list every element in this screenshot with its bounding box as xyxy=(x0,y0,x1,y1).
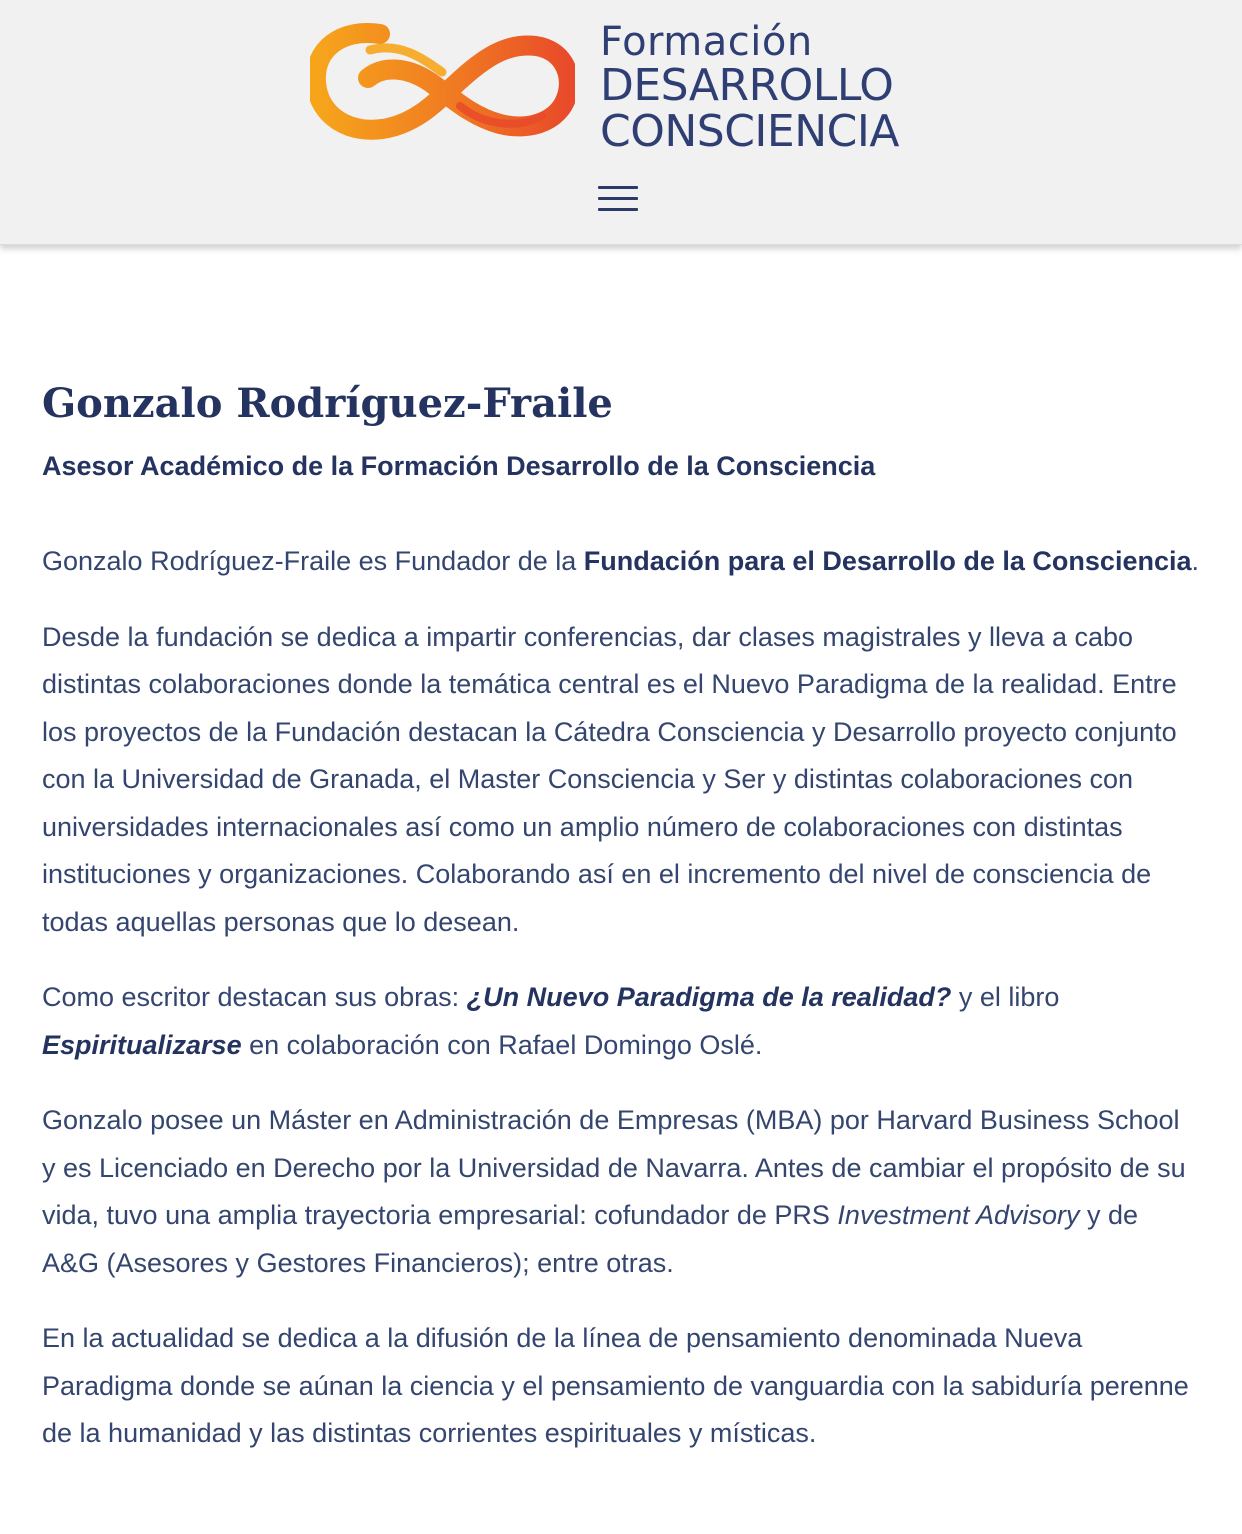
bio-paragraph-1 xyxy=(42,538,1200,586)
book-title-1: ¿Un Nuevo Paradigma de la realidad? xyxy=(466,982,952,1012)
hamburger-menu-icon[interactable] xyxy=(598,186,638,218)
bio-text: Como escritor destacan sus obras: xyxy=(42,982,467,1012)
book-title-2: Espiritualizarse xyxy=(42,1029,242,1060)
bio-text: en colaboración con Rafael Domingo Oslé. xyxy=(241,1029,763,1060)
bio-text: . xyxy=(1191,546,1199,576)
foundation-name: Fundación para el Desarrollo de la Consciencia xyxy=(583,546,1192,576)
logo-line-consciencia: CONSCIENCIA xyxy=(600,106,899,157)
site-header xyxy=(0,0,1242,245)
bio-text: Gonzalo Rodríguez-Fraile es Fundador de la xyxy=(42,546,584,576)
logo-wordmark xyxy=(600,19,899,157)
bio-paragraph-2: Desde la fundación se dedica a impartir conferencias, dar clases magistrales y lleva a cabo distintas colaboraciones donde la temática central es el Nuevo Paradigma de la realidad. Entre los proyectos de la Fundación destacan la Cátedra Consciencia y Desarrollo proyecto conjunto con la Universidad de Granada, el Master Consciencia y Ser y distintas colaboraciones con universidades internacionales así como un amplio número de colaboraciones con distintas instituciones y organizaciones. Colaborando así en el incremento del nivel de consciencia de todas aquellas personas que lo desean. xyxy=(42,621,1177,937)
site-logo[interactable] xyxy=(310,20,930,155)
bio-paragraph-5: En la actualidad se dedica a la difusión de la línea de pensamiento denominada Nueva Paradigma donde se aúnan la ciencia y el pensamiento de vanguardia con la sabiduría perenne de la humanidad y las distintas corrientes espirituales y místicas. xyxy=(42,1323,1189,1448)
menu-bar xyxy=(598,186,638,189)
logo-line-desarrollo: DESARROLLO xyxy=(600,60,894,111)
bio-text: y el libro xyxy=(951,982,1060,1012)
main-content xyxy=(0,245,1242,1458)
menu-bar xyxy=(598,197,638,200)
bio-text: Gonzalo posee un Máster en Administración de Empresas (MBA) por Harvard Business School y es Licenciado en Derecho por la Universidad de Navarra. Antes de cambiar el propósito de su vida, tuvo una amplia trayectoria empresarial: cofundador de PRS xyxy=(42,1105,1186,1230)
logo-line-formacion: Formación xyxy=(600,19,813,65)
company-name: Investment Advisory xyxy=(837,1200,1080,1230)
page-subtitle: Asesor Académico de la Formación Desarrollo de la Consciencia xyxy=(42,451,876,481)
page-title: Gonzalo Rodríguez-Fraile xyxy=(42,380,613,427)
infinity-logo-icon xyxy=(310,20,575,145)
bio-paragraph-3 xyxy=(42,974,1200,1069)
bio-paragraph-4 xyxy=(42,1097,1200,1287)
menu-bar xyxy=(598,208,638,211)
bio-text: y de A&G (Asesores y Gestores Financieros); entre otras. xyxy=(42,1200,1139,1278)
